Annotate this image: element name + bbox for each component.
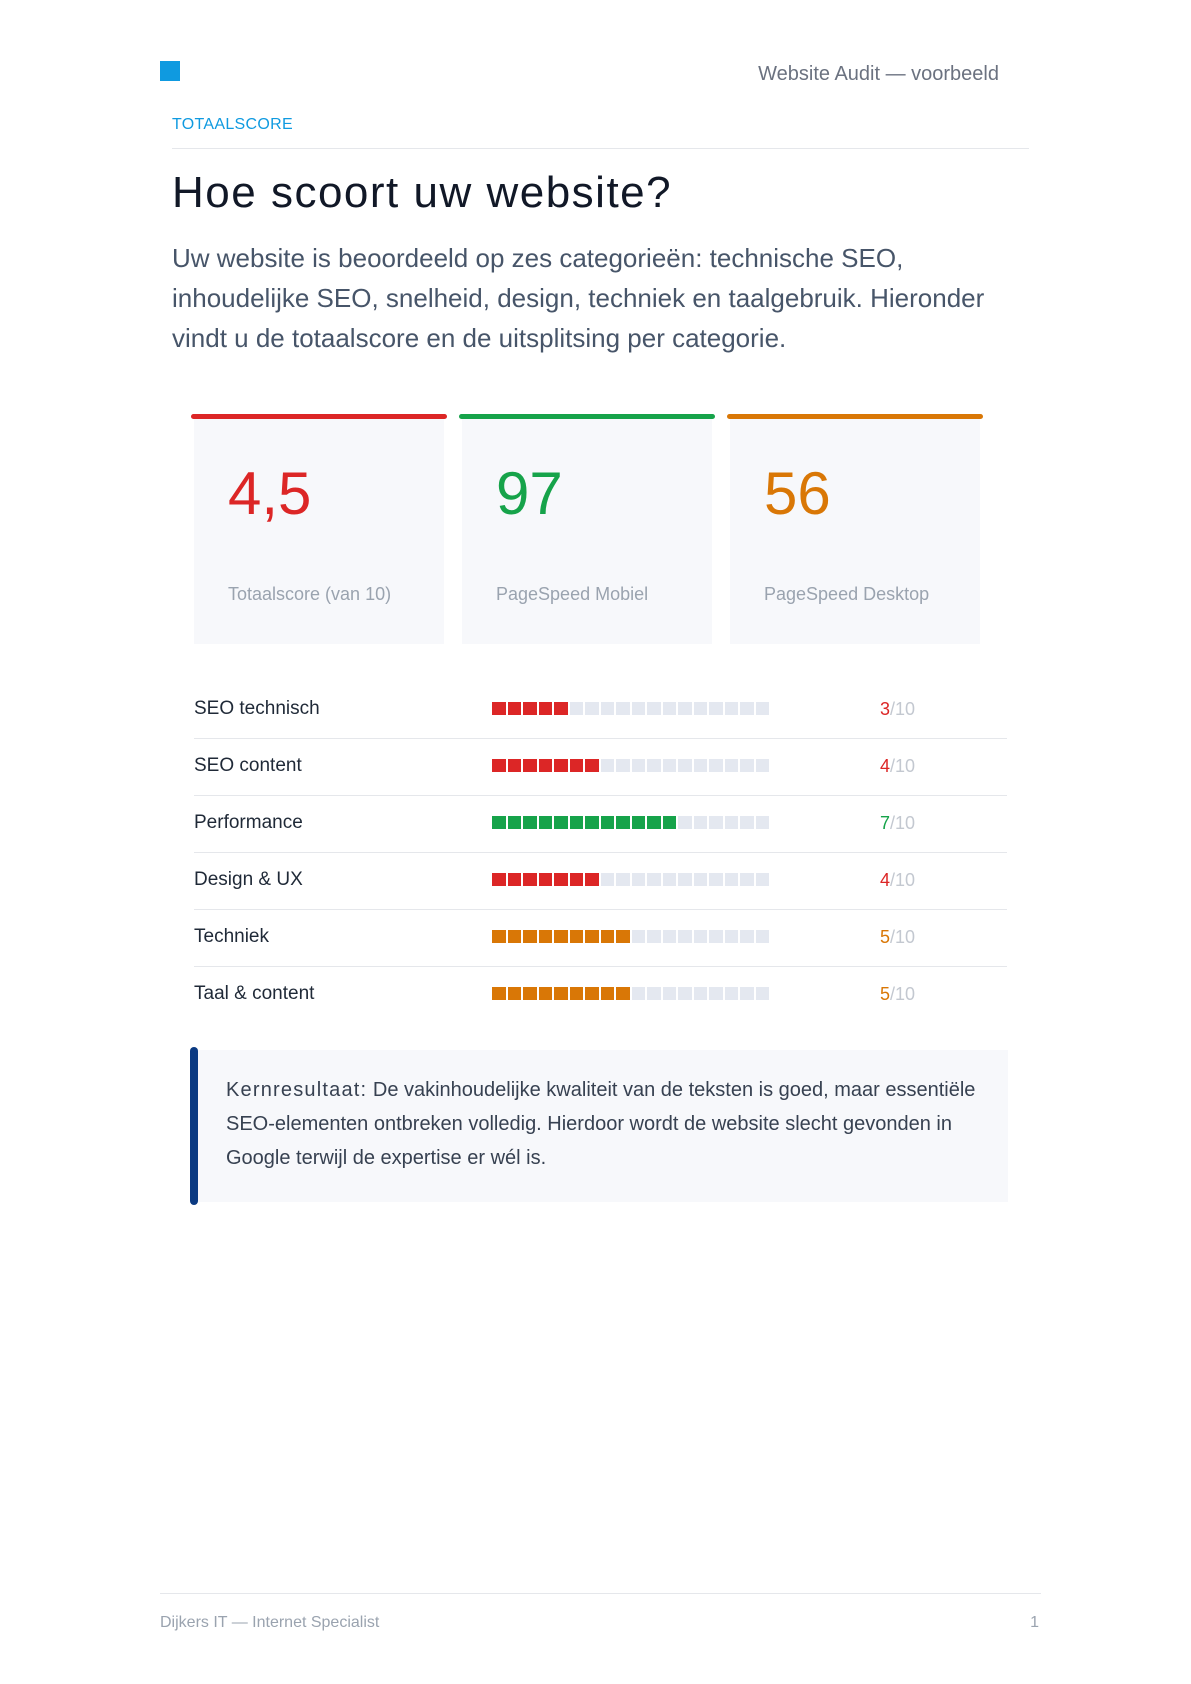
score-block bbox=[663, 873, 677, 886]
score-block bbox=[570, 930, 584, 943]
score-block bbox=[756, 987, 770, 1000]
section-label: TOTAALSCORE bbox=[172, 116, 293, 133]
score-block bbox=[492, 987, 506, 1000]
category-name: SEO content bbox=[194, 755, 302, 776]
score-block bbox=[740, 759, 754, 772]
score-block-bar bbox=[492, 930, 769, 943]
score-block bbox=[632, 987, 646, 1000]
score-denominator: /10 bbox=[890, 699, 916, 719]
score-block bbox=[663, 987, 677, 1000]
category-row bbox=[194, 853, 1007, 910]
score-block-bar bbox=[492, 759, 769, 772]
score-block bbox=[539, 930, 553, 943]
score-block bbox=[523, 930, 537, 943]
category-row bbox=[194, 796, 1007, 853]
score-block bbox=[632, 873, 646, 886]
score-block bbox=[725, 987, 739, 1000]
score-block-bar bbox=[492, 816, 769, 829]
score-block bbox=[585, 816, 599, 829]
score-block bbox=[725, 759, 739, 772]
score-block bbox=[508, 930, 522, 943]
score-block bbox=[663, 930, 677, 943]
score-block bbox=[554, 759, 568, 772]
score-block bbox=[756, 702, 770, 715]
category-score bbox=[880, 870, 915, 891]
score-denominator: /10 bbox=[890, 756, 916, 776]
score-block bbox=[647, 702, 661, 715]
score-block bbox=[601, 759, 615, 772]
score-block bbox=[678, 873, 692, 886]
score-block bbox=[523, 816, 537, 829]
score-block bbox=[585, 873, 599, 886]
category-score bbox=[880, 699, 915, 720]
score-block bbox=[740, 816, 754, 829]
score-block bbox=[678, 987, 692, 1000]
score-block bbox=[632, 930, 646, 943]
score-denominator: /10 bbox=[890, 984, 916, 1004]
score-block bbox=[709, 759, 723, 772]
score-block bbox=[585, 759, 599, 772]
score-block bbox=[694, 930, 708, 943]
logo-mark bbox=[160, 61, 180, 81]
score-block bbox=[709, 873, 723, 886]
card-accent-bar bbox=[191, 414, 447, 419]
score-card-total bbox=[194, 414, 444, 644]
score-value: 97 bbox=[496, 460, 563, 527]
category-score bbox=[880, 927, 915, 948]
score-block bbox=[647, 759, 661, 772]
card-accent-bar bbox=[727, 414, 983, 419]
score-block bbox=[632, 702, 646, 715]
document-title: Website Audit — voorbeeld bbox=[758, 63, 999, 85]
score-block bbox=[616, 702, 630, 715]
score-block bbox=[570, 987, 584, 1000]
category-score bbox=[880, 984, 915, 1005]
score-block bbox=[570, 873, 584, 886]
score-block bbox=[523, 759, 537, 772]
score-block bbox=[694, 759, 708, 772]
score-value: 56 bbox=[764, 460, 831, 527]
callout-text bbox=[226, 1073, 986, 1175]
score-block bbox=[539, 816, 553, 829]
score-block bbox=[539, 987, 553, 1000]
score-cards bbox=[194, 414, 984, 644]
score-block bbox=[601, 873, 615, 886]
score-block bbox=[601, 987, 615, 1000]
score-block bbox=[492, 873, 506, 886]
score-block bbox=[694, 702, 708, 715]
score-block bbox=[756, 930, 770, 943]
score-block bbox=[725, 816, 739, 829]
score-block bbox=[554, 930, 568, 943]
score-block bbox=[554, 987, 568, 1000]
score-block bbox=[539, 873, 553, 886]
category-score bbox=[880, 756, 915, 777]
score-block bbox=[678, 816, 692, 829]
score-block-bar bbox=[492, 873, 769, 886]
score-block bbox=[709, 702, 723, 715]
callout-body: De vakinhoudelijke kwaliteit van de teksten is goed, maar essentiële SEO-elementen ontbreken volledig. Hierdoor wordt de website slecht gevonden in Google terwijl de expertise er wél is. bbox=[226, 1079, 976, 1169]
score-block bbox=[740, 873, 754, 886]
score-block bbox=[694, 987, 708, 1000]
score-block bbox=[539, 702, 553, 715]
score-block bbox=[585, 702, 599, 715]
score-block bbox=[678, 930, 692, 943]
score-block bbox=[508, 987, 522, 1000]
category-name: Design & UX bbox=[194, 869, 303, 890]
header-divider bbox=[172, 148, 1029, 149]
score-block bbox=[508, 816, 522, 829]
score-denominator: /10 bbox=[890, 870, 916, 890]
score-number: 4 bbox=[880, 870, 891, 890]
score-block bbox=[554, 873, 568, 886]
category-row bbox=[194, 682, 1007, 739]
score-label: PageSpeed Desktop bbox=[764, 584, 930, 604]
score-label: Totaalscore (van 10) bbox=[228, 584, 392, 604]
score-block bbox=[523, 873, 537, 886]
score-block bbox=[601, 816, 615, 829]
score-block bbox=[756, 816, 770, 829]
score-block bbox=[678, 759, 692, 772]
score-block bbox=[756, 873, 770, 886]
score-number: 5 bbox=[880, 927, 891, 947]
category-score bbox=[880, 813, 915, 834]
category-row bbox=[194, 910, 1007, 967]
intro-paragraph: Uw website is beoordeeld op zes categorieën: technische SEO, inhoudelijke SEO, snelheid, design, techniek en taalgebruik. Hieronder vindt u de totaalscore en de uitsplitsing per categorie. bbox=[172, 243, 985, 353]
score-value: 4,5 bbox=[228, 460, 312, 527]
category-row bbox=[194, 967, 1007, 1023]
score-block bbox=[554, 816, 568, 829]
category-name: SEO technisch bbox=[194, 698, 320, 719]
score-block bbox=[616, 930, 630, 943]
score-card-pagespeed-mobile bbox=[462, 414, 712, 644]
card-accent-bar bbox=[459, 414, 715, 419]
category-name: Taal & content bbox=[194, 983, 315, 1004]
score-denominator: /10 bbox=[890, 927, 916, 947]
score-number: 7 bbox=[880, 813, 891, 833]
category-name: Techniek bbox=[194, 926, 269, 947]
score-number: 5 bbox=[880, 984, 891, 1004]
score-block bbox=[740, 987, 754, 1000]
score-denominator: /10 bbox=[890, 813, 916, 833]
score-block bbox=[740, 930, 754, 943]
score-block bbox=[508, 873, 522, 886]
footer-company: Dijkers IT — Internet Specialist bbox=[160, 1614, 380, 1631]
score-block bbox=[725, 930, 739, 943]
score-block bbox=[647, 930, 661, 943]
score-card-pagespeed-desktop bbox=[730, 414, 980, 644]
score-block bbox=[601, 930, 615, 943]
score-block bbox=[492, 816, 506, 829]
score-block-bar bbox=[492, 702, 769, 715]
score-block bbox=[756, 759, 770, 772]
score-block bbox=[709, 930, 723, 943]
score-block bbox=[740, 702, 754, 715]
score-block bbox=[570, 816, 584, 829]
score-block bbox=[663, 816, 677, 829]
score-block bbox=[632, 816, 646, 829]
score-block bbox=[663, 702, 677, 715]
key-result-callout bbox=[190, 1050, 1008, 1202]
score-block bbox=[725, 702, 739, 715]
score-block bbox=[570, 702, 584, 715]
callout-key-label: Kernresultaat: bbox=[226, 1079, 368, 1101]
score-block bbox=[616, 987, 630, 1000]
score-block bbox=[647, 816, 661, 829]
score-block bbox=[554, 702, 568, 715]
score-block bbox=[492, 759, 506, 772]
category-score-list bbox=[194, 682, 1007, 1023]
score-block bbox=[539, 759, 553, 772]
score-block bbox=[616, 759, 630, 772]
page-title: Hoe scoort uw website? bbox=[172, 168, 673, 217]
score-block bbox=[492, 702, 506, 715]
score-block bbox=[508, 759, 522, 772]
callout-accent-bar bbox=[190, 1047, 198, 1205]
page-number: 1 bbox=[1030, 1614, 1039, 1631]
score-number: 4 bbox=[880, 756, 891, 776]
score-block bbox=[523, 987, 537, 1000]
score-block bbox=[616, 873, 630, 886]
score-block bbox=[647, 987, 661, 1000]
score-block bbox=[601, 702, 615, 715]
score-block bbox=[725, 873, 739, 886]
score-block bbox=[585, 987, 599, 1000]
score-block bbox=[508, 702, 522, 715]
score-block bbox=[694, 816, 708, 829]
score-block bbox=[663, 759, 677, 772]
score-block bbox=[709, 816, 723, 829]
score-block bbox=[647, 873, 661, 886]
score-block bbox=[678, 702, 692, 715]
score-block bbox=[492, 930, 506, 943]
score-block bbox=[616, 816, 630, 829]
score-label: PageSpeed Mobiel bbox=[496, 584, 649, 604]
score-block bbox=[709, 987, 723, 1000]
score-number: 3 bbox=[880, 699, 891, 719]
category-name: Performance bbox=[194, 812, 303, 833]
score-block bbox=[694, 873, 708, 886]
footer-divider bbox=[160, 1593, 1041, 1594]
score-block bbox=[523, 702, 537, 715]
score-block-bar bbox=[492, 987, 769, 1000]
category-row bbox=[194, 739, 1007, 796]
score-block bbox=[585, 930, 599, 943]
score-block bbox=[632, 759, 646, 772]
score-block bbox=[570, 759, 584, 772]
